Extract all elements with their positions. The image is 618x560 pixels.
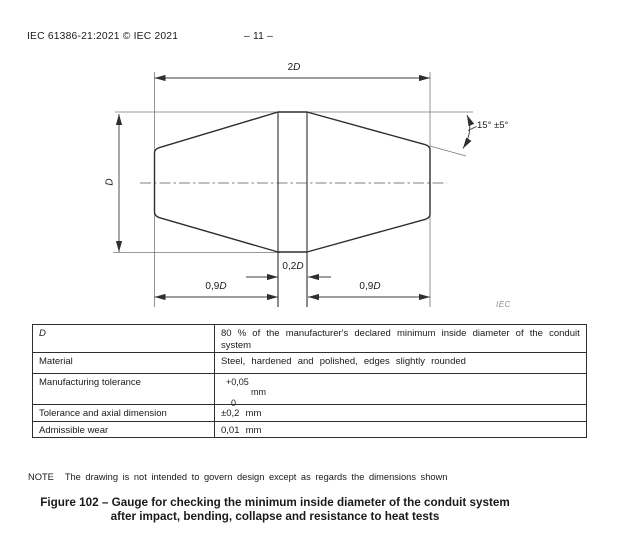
table-cell-axial-value: ±0,2 mm [215, 405, 587, 422]
note-text: The drawing is not intended to govern design except as regards the dimensions shown [64, 472, 448, 482]
dimension-label-02d: 0,2D [282, 261, 304, 272]
figure-caption-line1: Figure 102 – Gauge for checking the minimum inside diameter of the conduit system [40, 496, 510, 509]
dimension-label-09d-right: 0,9D [359, 281, 381, 292]
dimension-label-d: D [104, 178, 116, 186]
table-cell-wear-value: 0,01 mm [215, 421, 587, 438]
table-row [33, 405, 587, 422]
iec-credit-label: IEC [496, 300, 511, 309]
tolerance-upper-value: +0,05 [226, 377, 249, 387]
table-cell-wear-label: Admissible wear [33, 421, 215, 438]
dimension-label-09d-left: 0,9D [205, 281, 227, 292]
table-cell-d-label: D [33, 325, 215, 353]
document-reference: IEC 61386-21:2021 © IEC 2021 [27, 31, 179, 42]
table-cell-axial-label: Tolerance and axial dimension [33, 405, 215, 422]
table-cell-tolerance-value [215, 374, 587, 408]
angle-label: 15° ±5° [477, 120, 509, 131]
table-cell-material-label: Material [33, 353, 215, 374]
figure-caption-line2: after impact, bending, collapse and resistance to heat tests [110, 509, 440, 523]
table-cell-material-value: Steel, hardened and polished, edges slightly rounded [215, 353, 587, 374]
spec-table [32, 324, 587, 438]
figure-caption [0, 496, 550, 523]
table-row [33, 421, 587, 438]
table-cell-d-value: 80 % of the manufacturer's declared minimum inside diameter of the conduit system [215, 325, 587, 353]
tolerance-lower-value: 0 [231, 398, 237, 408]
table-row [33, 325, 587, 353]
table-cell-tolerance-label: Manufacturing tolerance [33, 374, 215, 405]
table-row [33, 374, 587, 405]
gauge-center-section-lines [278, 112, 307, 307]
table-row [33, 353, 587, 374]
dimension-label-2d: 2D [287, 62, 301, 73]
note-label: NOTE [28, 472, 54, 482]
page-number: – 11 – [244, 31, 274, 42]
tolerance-unit: mm [251, 387, 266, 397]
gauge-outline [155, 112, 431, 252]
figure-note [28, 472, 447, 482]
